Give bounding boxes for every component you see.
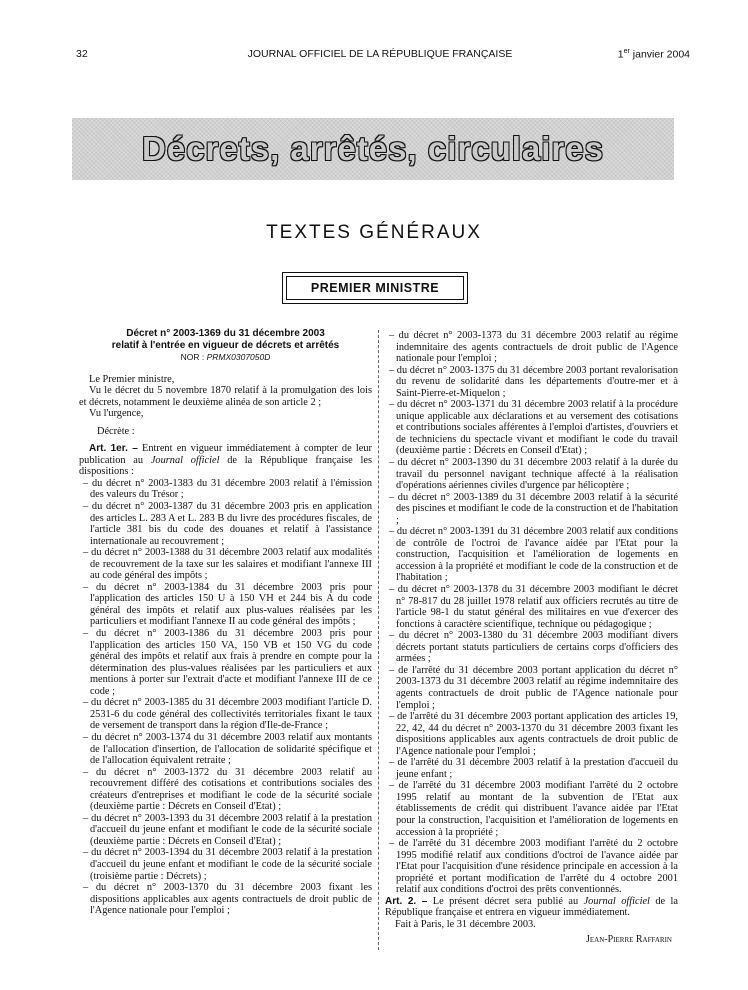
right-provisions-list [385, 330, 678, 896]
issue-date: 1er janvier 2004 [617, 48, 690, 61]
ministry-label: PREMIER MINISTRE [286, 276, 464, 300]
list-item: – de l'arrêté du 31 décembre 2003 modifiant l'arrêté du 2 octobre 1995 modifié relatif aux conditions d'octroi de l'avance aidée par l'Etat pour l'acquisition d'une résidence principale en accession à la propriété et portant modification de l'arrêté du 4 octobre 2001 relatif aux conditions d'octroi des prêts conventionnés. [389, 838, 678, 896]
list-item: – du décret n° 2003-1389 du 31 décembre 2003 relatif à la sécurité des piscines et modifiant le code de la construction et de l'habitation ; [389, 491, 678, 526]
list-item: – du décret n° 2003-1378 du 31 décembre 2003 modifiant le décret n° 78-817 du 28 juillet 1978 relatif aux officiers recrutés au titre de l'article 98-1 du statut général des militaires en vue d'exercer des fonctions à caractère scientifique, technique ou pédagogique ; [389, 584, 678, 630]
list-item: – du décret n° 2003-1383 du 31 décembre 2003 relatif à l'émission des valeurs du Trésor ; [83, 477, 372, 501]
list-item: – de l'arrêté du 31 décembre 2003 relatif à la prestation d'accueil du jeune enfant ; [389, 757, 678, 780]
preamble-line: Vu l'urgence, [89, 408, 144, 420]
section-title: TEXTES GÉNÉRAUX [266, 222, 482, 243]
list-item: – de l'arrêté du 31 décembre 2003 modifiant l'arrêté du 2 octobre 1995 relatif au montant de la subvention de l'Etat aux établissements de crédit qui distribuent l'avance aidée par l'Etat pour la construction, l'acquisition et l'amélioration de logements en accession à la propriété ; [389, 780, 678, 838]
preamble-line: Vu le décret du 5 novembre 1870 relatif à la promulgation des lois et décrets, notamment le deuxième alinéa de son article 2 ; [79, 385, 372, 408]
preamble-line: Le Premier ministre, [89, 373, 175, 385]
list-item: – du décret n° 2003-1370 du 31 décembre 2003 fixant les dispositions applicables aux agents contractuels de droit public de l'Agence nationale pour l'emploi ; [83, 882, 372, 917]
list-item: – du décret n° 2003-1393 du 31 décembre 2003 relatif à la prestation d'accueil du jeune enfant et modifiant le code de la sécurité sociale (deuxième partie : Décrets en Conseil d'Etat) ; [83, 812, 372, 847]
decree-title: Décret n° 2003-1369 du 31 décembre 2003 relatif à l'entrée en vigueur de décrets et arrêtés [111, 328, 340, 351]
list-item: – de l'arrêté du 31 décembre 2003 portant application des articles 19, 22, 42, 44 du décret n° 2003-1370 du 31 décembre 2003 fixant les dispositions applicables aux agents contractuels de droit public de l'Agence nationale pour l'emploi ; [389, 711, 678, 757]
right-column [385, 330, 678, 946]
column-divider [378, 330, 379, 950]
journal-title: JOURNAL OFFICIEL DE LA RÉPUBLIQUE FRANÇAISE [247, 48, 513, 60]
ministry-box [282, 272, 468, 304]
article-1: Art. 1er. – Entrent en vigueur immédiatement à compter de leur publication au Journal officiel de la République française les dispositions : [79, 443, 372, 478]
nor-reference: NOR : PRMX0307050D [180, 352, 271, 362]
list-item: – du décret n° 2003-1375 du 31 décembre 2003 portant revalorisation du revenu de solidarité dans les départements d'outre-mer et à Saint-Pierre-et-Miquelon ; [389, 364, 678, 399]
list-item: – du décret n° 2003-1394 du 31 décembre 2003 relatif à la prestation d'accueil du jeune enfant et modifiant le code de la sécurité sociale (troisième partie : Décrets) ; [83, 847, 372, 882]
banner-title: Décrets, arrêtés, circulaires [142, 130, 604, 167]
left-provisions-list [79, 478, 372, 917]
list-item: – du décret n° 2003-1385 du 31 décembre 2003 modifiant l'article D. 2531-6 du code général des collectivités territoriales fixant le taux de versement de transport dans la région d'Ile-de-France ; [83, 697, 372, 732]
list-item: – du décret n° 2003-1372 du 31 décembre 2003 relatif au recouvrement différé des cotisations et contributions sociales des créateurs d'entreprises et modifiant le code de la sécurité sociale (deuxième partie : Décrets en Conseil d'Etat) ; [83, 766, 372, 813]
list-item: – du décret n° 2003-1387 du 31 décembre 2003 pris en application des articles L. 283 A et L. 283 B du livre des procédures fiscales, de l'article 381 bis du code des douanes et relatif à l'assistance internationale au recouvrement ; [83, 501, 372, 547]
list-item: – du décret n° 2003-1384 du 31 décembre 2003 pris pour l'application des articles 150 U à 150 VH et 244 bis A du code général des impôts et relatif aux plus-values réalisées par les particuliers et modifiant l'annexe II au code général des impôts ; [83, 581, 372, 628]
article-2: Art. 2. – Le présent décret sera publié au Journal officiel de la République française et entrera en vigueur immédiatement. [385, 895, 678, 919]
list-item: – du décret n° 2003-1371 du 31 décembre 2003 relatif à la procédure unique applicable aux déclarations et au versement des cotisations et contributions sociales afférentes à l'emploi d'artistes, d'ouvriers et de techniciens du spectacle vivant et modifiant le code du travail (deuxième partie : Décrets en Conseil d'Etat) ; [389, 399, 678, 457]
section-banner [72, 118, 674, 180]
list-item: – du décret n° 2003-1391 du 31 décembre 2003 relatif aux conditions de contrôle de l'octroi de l'avance aidée par l'Etat pour la construction, l'acquisition et l'amélioration de logements en accession à la propriété et modifiant le code de la construction et de l'habitation ; [389, 526, 678, 584]
decrete-line: Décrète : [97, 425, 135, 437]
list-item: – du décret n° 2003-1380 du 31 décembre 2003 modifiant divers décrets portant statuts particuliers de certains corps d'officiers des armées ; [389, 630, 678, 665]
list-item: – du décret n° 2003-1373 du 31 décembre 2003 relatif au régime indemnitaire des agents contractuels de droit public de l'Agence nationale pour l'emploi ; [389, 330, 678, 365]
list-item: – du décret n° 2003-1388 du 31 décembre 2003 relatif aux modalités de recouvrement de la taxe sur les salaires et modifiant l'annexe III au code général des impôts ; [83, 547, 372, 582]
left-column [79, 328, 372, 917]
list-item: – du décret n° 2003-1374 du 31 décembre 2003 relatif aux montants de l'allocation d'insertion, de l'allocation de solidarité spécifique et de l'allocation équivalent retraite ; [83, 731, 372, 767]
list-item: – du décret n° 2003-1386 du 31 décembre 2003 pris pour l'application des articles 150 VA, 150 VB et 150 VG du code général des impôts et relatif aux frais à prendre en compte pour la détermination des plus-values réalisées par les particuliers et aux mentions à porter sur l'extrait d'acte et modifiant l'annexe III de ce code ; [83, 628, 372, 697]
list-item: – du décret n° 2003-1390 du 31 décembre 2003 relatif à la durée du travail du personnel navigant technique affecté à la réalisation d'opérations aériennes civiles d'urgence par hélicoptère ; [389, 457, 678, 492]
signature: Jean-Pierre Raffarin [586, 934, 672, 946]
page-number: 32 [76, 48, 88, 60]
page-header [70, 48, 690, 64]
done-at-line: Fait à Paris, le 31 décembre 2003. [395, 918, 536, 930]
list-item: – de l'arrêté du 31 décembre 2003 portant application du décret n° 2003-1373 du 31 décembre 2003 relatif au régime indemnitaire des agents contractuels de droit public de l'Agence nationale pour l'emploi ; [389, 664, 678, 711]
